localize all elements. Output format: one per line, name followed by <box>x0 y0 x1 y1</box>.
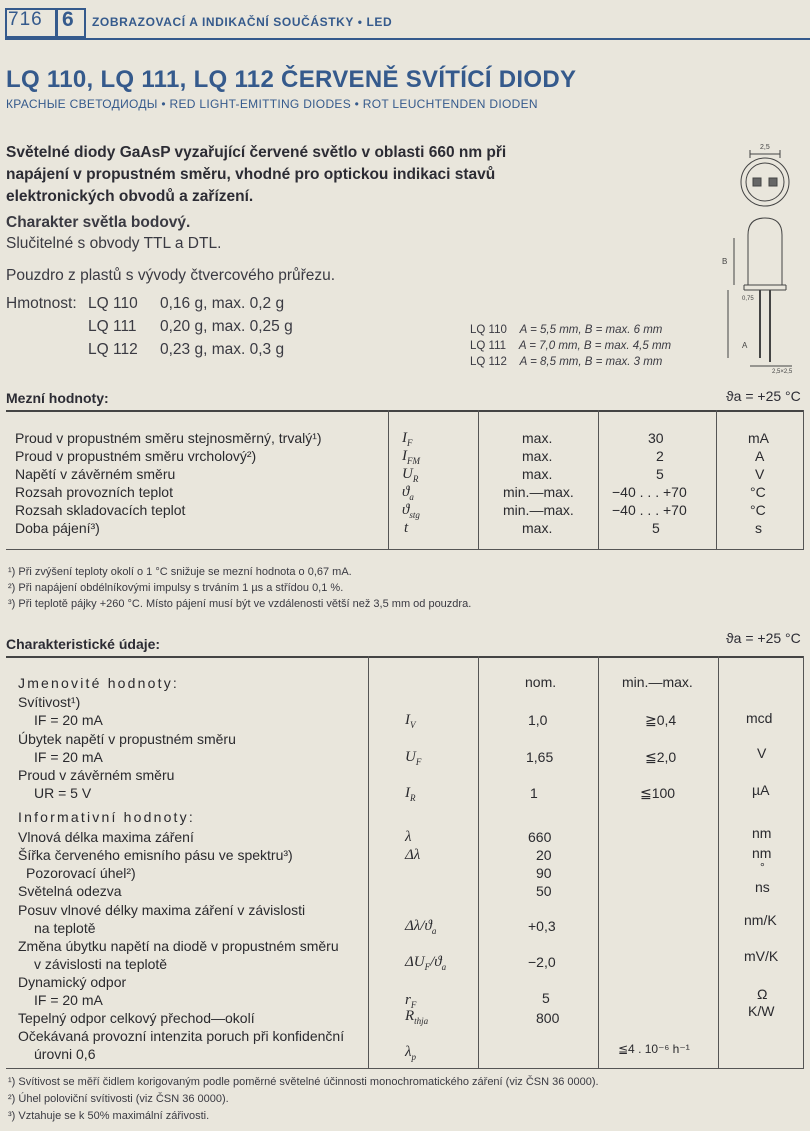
info-param: Pozorovací úhel²) <box>26 865 136 881</box>
dim-a-label: A <box>742 341 748 350</box>
limit-value: −40 . . . +70 <box>612 484 687 500</box>
page-subtitle: КРАСНЫЕ СВЕТОДИОДЫ • RED LIGHT-EMITTING DIODES • ROT LEUCHTENDEN DIODEN <box>6 97 538 111</box>
limit-unit: A <box>755 448 765 464</box>
char-footnote: ¹) Svítivost se měří čidlem korigovaným podle poměrné světelné účinnosti monochromatického záření (viz ČSN 36 0000). <box>8 1076 599 1088</box>
limit-param: Napětí v závěrném směru <box>15 466 176 482</box>
limit-unit: °C <box>750 484 766 500</box>
compatibility: Slučitelné s obvody TTL a DTL. <box>6 235 222 252</box>
info-nom: 5 <box>542 990 550 1006</box>
info-unit: nm/K <box>744 912 777 928</box>
limits-top-rule <box>6 410 804 412</box>
variant-row <box>470 356 662 368</box>
limits-col-divider <box>478 410 479 550</box>
limit-unit: °C <box>750 502 766 518</box>
limits-title: Mezní hodnoty: <box>6 390 109 406</box>
limit-symbol: $ϑ_a$ <box>402 484 414 502</box>
limit-symbol: $I_{FM}$ <box>402 448 420 466</box>
limits-col-divider <box>388 410 389 550</box>
limits-condition: ϑa = +25 °C <box>726 388 801 404</box>
char-param: Úbytek napětí v propustném směru <box>18 731 236 747</box>
lead-square-1 <box>753 178 761 186</box>
char-col-divider <box>718 656 719 1068</box>
limit-unit: mA <box>748 430 769 446</box>
led-body <box>748 218 782 285</box>
limit-symbol: $I_F$ <box>402 430 413 448</box>
info-param: Změna úbytku napětí na diodě v propustném směru <box>18 938 339 954</box>
info-symbol: $R_{thja}$ <box>405 1008 429 1026</box>
limits-bottom-rule <box>6 549 804 550</box>
header-rule <box>5 38 810 40</box>
characteristics-title: Charakteristické údaje: <box>6 636 161 652</box>
info-nom: 660 <box>528 829 552 845</box>
dim-top-label: 2,5 <box>760 144 770 151</box>
characteristics-condition: ϑa = +25 °C <box>726 630 801 646</box>
info-param: Světelná odezva <box>18 883 122 899</box>
info-param: Vlnová délka maxima záření <box>18 829 194 845</box>
info-symbol: λ <box>405 829 412 845</box>
variant-dims: A = 7,0 mm, B = max. 4,5 mm <box>518 340 672 352</box>
info-param-cont: úrovni 0,6 <box>34 1046 96 1062</box>
char-footnote: ³) Vztahuje se k 50% maximální zářivosti. <box>8 1110 210 1122</box>
informative-heading: Informativní hodnoty: <box>18 809 195 825</box>
info-nom: −2,0 <box>528 954 556 970</box>
limit-param: Proud v propustném směru stejnosměrný, trvalý¹) <box>15 430 322 446</box>
limits-col-divider <box>803 410 804 550</box>
package-info: Pouzdro z plastů s vývody čtvercového průřezu. <box>6 267 336 284</box>
limit-param: Rozsah skladovacích teplot <box>15 502 186 518</box>
char-condition: IF = 20 mA <box>34 749 103 765</box>
limit-value: 5 <box>656 466 664 482</box>
chapter-number: 6 <box>62 8 74 31</box>
char-condition: UR = 5 V <box>34 785 92 801</box>
variant-type: LQ 112 <box>470 356 507 368</box>
nominal-heading: Jmenovité hodnoty: <box>18 675 180 691</box>
limit-symbol: $U_R$ <box>402 466 419 484</box>
char-bottom-rule <box>6 1068 804 1069</box>
variant-row <box>470 340 671 352</box>
char-nom: 1,0 <box>528 712 548 728</box>
char-col-divider <box>478 656 479 1068</box>
info-unit: mV/K <box>744 948 779 964</box>
limit-value: 5 <box>652 520 660 536</box>
info-param: Posuv vlnové délky maxima záření v závislosti <box>18 902 306 918</box>
char-symbol: $U_F$ <box>405 749 422 767</box>
info-unit: nm <box>752 845 772 861</box>
limits-footnote: ²) Při napájení obdélníkovými impulsy s trváním 1 µs a střídou 0,1 %. <box>8 582 344 594</box>
info-param: Tepelný odpor celkový přechod—okolí <box>18 1010 255 1026</box>
limit-kind: min.—max. <box>503 502 574 518</box>
info-range: ≦4 . 10⁻⁶ h⁻¹ <box>618 1042 690 1056</box>
info-param: Šířka červeného emisního pásu ve spektru³) <box>18 847 293 863</box>
variant-type: LQ 110 <box>470 324 507 336</box>
limit-kind: min.—max. <box>503 484 574 500</box>
limit-symbol: $ϑ_{stg}$ <box>402 502 420 520</box>
limit-kind: max. <box>522 430 553 446</box>
char-nom: 1 <box>530 785 538 801</box>
info-unit: ns <box>755 879 770 895</box>
mass-value: 0,23 g, max. 0,3 g <box>160 341 285 358</box>
lead-square-2 <box>769 178 777 186</box>
info-param-cont: na teplotě <box>34 920 96 936</box>
info-unit: Ω <box>757 986 768 1002</box>
limit-kind: max. <box>522 448 553 464</box>
limits-col-divider <box>716 410 717 550</box>
info-nom: +0,3 <box>528 918 556 934</box>
char-range: ≦100 <box>640 785 676 801</box>
mass-label: Hmotnost: <box>6 295 77 312</box>
page-number: 716 <box>8 9 43 30</box>
info-nom: 90 <box>536 865 552 881</box>
info-param: Dynamický odpor <box>18 974 127 990</box>
limit-param: Proud v propustném směru vrcholový²) <box>15 448 257 464</box>
char-unit: mcd <box>746 710 773 726</box>
mass-type: LQ 112 <box>88 341 138 358</box>
mass-type: LQ 110 <box>88 295 138 312</box>
char-symbol: $I_R$ <box>405 785 416 803</box>
intro-paragraph: Světelné diody GaAsP vyzařující červené světlo v oblasti 660 nm při napájení v propustném směru, vhodné pro optickou indikaci stavů elektronických obvodů a zařízení. <box>6 144 507 205</box>
limit-unit: s <box>755 520 762 536</box>
limit-kind: max. <box>522 466 553 482</box>
char-unit: µA <box>752 782 770 798</box>
led-top-view-inner <box>746 163 784 201</box>
info-param-cont: v závislosti na teplotě <box>34 956 168 972</box>
info-param-cont: IF = 20 mA <box>34 992 103 1008</box>
variant-type: LQ 111 <box>470 340 507 352</box>
dim-pitch-label: 2,5×2,5 <box>772 369 793 375</box>
limit-kind: max. <box>522 520 553 536</box>
limits-col-divider <box>598 410 599 550</box>
info-unit: ° <box>760 860 765 874</box>
dim-b-label: B <box>722 257 728 266</box>
col-nom-header: nom. <box>525 674 557 690</box>
info-symbol: $\Delta\lambda/ϑ_a$ <box>405 918 437 936</box>
mass-type: LQ 111 <box>88 318 137 335</box>
char-col-divider <box>598 656 599 1068</box>
running-header: ZOBRAZOVACÍ A INDIKAČNÍ SOUČÁSTKY • LED <box>92 15 393 29</box>
info-nom: 20 <box>536 847 552 863</box>
info-symbol: Δλ <box>405 847 421 863</box>
char-param: Proud v závěrném směru <box>18 767 175 783</box>
char-param: Svítivost¹) <box>18 694 81 710</box>
info-param: Očekávaná provozní intenzita poruch při konfidenční <box>18 1028 345 1044</box>
char-range: ≧0,4 <box>645 712 677 728</box>
variant-dims: A = 5,5 mm, B = max. 6 mm <box>519 324 663 336</box>
mass-value: 0,16 g, max. 0,2 g <box>160 295 285 312</box>
limit-value: 30 <box>648 430 664 446</box>
col-minmax-header: min.—max. <box>622 674 693 690</box>
char-top-rule <box>6 656 804 658</box>
page-title: LQ 110, LQ 111, LQ 112 ČERVENĚ SVÍTÍCÍ DIODY <box>6 66 577 93</box>
dim-lead-label: 0,75 <box>742 296 754 302</box>
variant-row <box>470 324 662 336</box>
limit-value: 2 <box>656 448 664 464</box>
info-nom: 800 <box>536 1010 560 1026</box>
light-character: Charakter světla bodový. <box>6 214 191 231</box>
info-symbol: $r_F$ <box>405 992 417 1010</box>
led-outline-drawing <box>720 140 810 375</box>
char-footnote: ²) Úhel poloviční svítivosti (viz ČSN 36 0000). <box>8 1093 229 1105</box>
info-unit: K/W <box>748 1003 775 1019</box>
limit-unit: V <box>755 466 765 482</box>
limits-footnote: ³) Při teplotě pájky +260 °C. Místo pájení musí být ve vzdálenosti větší než 3,5 mm od pouzdra. <box>8 598 472 610</box>
char-col-divider <box>803 656 804 1068</box>
char-condition: IF = 20 mA <box>34 712 103 728</box>
limit-param: Rozsah provozních teplot <box>15 484 173 500</box>
char-nom: 1,65 <box>526 749 554 765</box>
char-symbol: $I_V$ <box>405 712 416 730</box>
limit-value: −40 . . . +70 <box>612 502 687 518</box>
info-symbol: $\lambda_p$ <box>405 1044 416 1062</box>
info-symbol: $\Delta U_F/ϑ_a$ <box>405 954 447 972</box>
char-unit: V <box>757 745 767 761</box>
char-col-divider <box>368 656 369 1068</box>
limit-param: Doba pájení³) <box>15 520 100 536</box>
char-range: ≦2,0 <box>645 749 677 765</box>
led-top-view-circle <box>741 158 789 206</box>
mass-value: 0,20 g, max. 0,25 g <box>160 318 293 335</box>
info-nom: 50 <box>536 883 552 899</box>
info-unit: nm <box>752 825 772 841</box>
limits-footnote: ¹) Při zvýšení teploty okolí o 1 °C snižuje se mezní hodnota o 0,67 mA. <box>8 566 352 578</box>
limit-symbol: t <box>404 520 409 536</box>
variant-dims: A = 8,5 mm, B = max. 3 mm <box>519 356 663 368</box>
